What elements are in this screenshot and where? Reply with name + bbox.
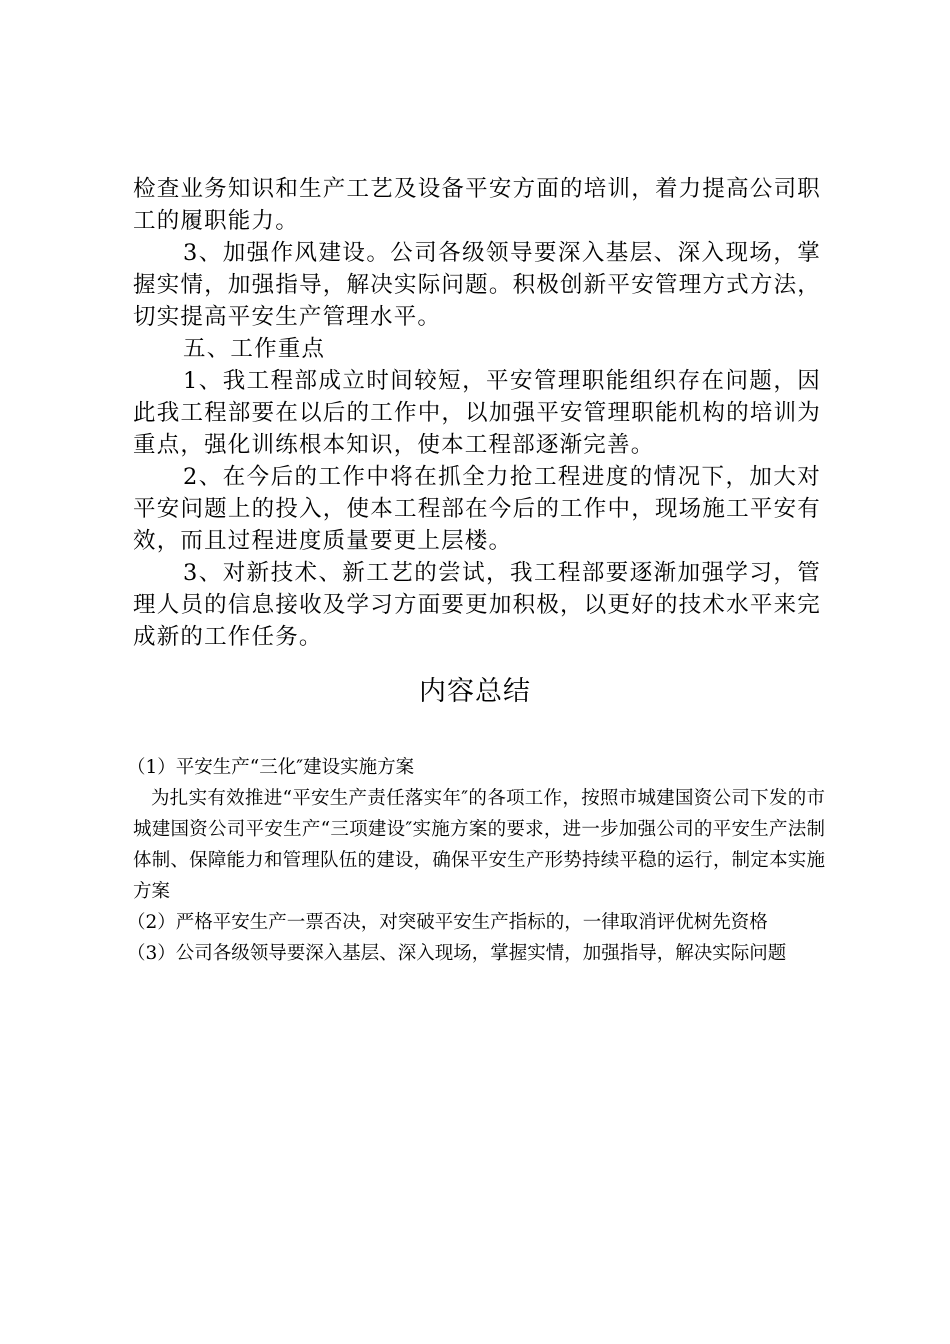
paragraph-training-continuation: 检查业务知识和生产工艺及设备平安方面的培训，着力提高公司职工的履职能力。 [133, 176, 821, 234]
summary-section [127, 752, 825, 969]
summary-item-1: （1）平安生产“三化″建设实施方案 [127, 757, 415, 778]
section-heading-work-focus: 五、工作重点 [183, 336, 326, 362]
paragraph-work-style: 3、加强作风建设。公司各级领导要深入基层、深入现场，掌握实情，加强指导，解决实际问题。积极创新平安管理方式方法，切实提高平安生产管理水平。 [133, 240, 821, 330]
paragraph-focus-1: 1、我工程部成立时间较短，平安管理职能组织存在问题，因此我工程部要在以后的工作中，以加强平安管理职能机构的培训为重点，强化训练根本知识，使本工程部逐渐完善。 [133, 368, 821, 458]
paragraph-focus-3: 3、对新技术、新工艺的尝试，我工程部要逐渐加强学习，管理人员的信息接收及学习方面要更加积极，以更好的技术水平来完成新的工作任务。 [133, 560, 821, 650]
document-body [133, 173, 821, 653]
summary-item-1-detail: 为扎实有效推进“平安生产责任落实年″的各项工作，按照市城建国资公司下发的市城建国资公司平安生产“三项建设″实施方案的要求，进一步加强公司的平安生产法制体制、保障能力和管理队伍的建设，确保平安生产形势持续平稳的运行，制定本实施方案 [133, 788, 825, 902]
summary-title: 内容总结 [419, 676, 531, 707]
summary-item-3: （3）公司各级领导要深入基层、深入现场，掌握实情，加强指导，解决实际问题 [127, 943, 787, 964]
paragraph-focus-2: 2、在今后的工作中将在抓全力抢工程进度的情况下，加大对平安问题上的投入，使本工程部在今后的工作中，现场施工平安有效，而且过程进度质量要更上层楼。 [133, 464, 821, 554]
summary-item-2: （2）严格平安生产一票否决，对突破平安生产指标的，一律取消评优树先资格 [127, 912, 768, 933]
